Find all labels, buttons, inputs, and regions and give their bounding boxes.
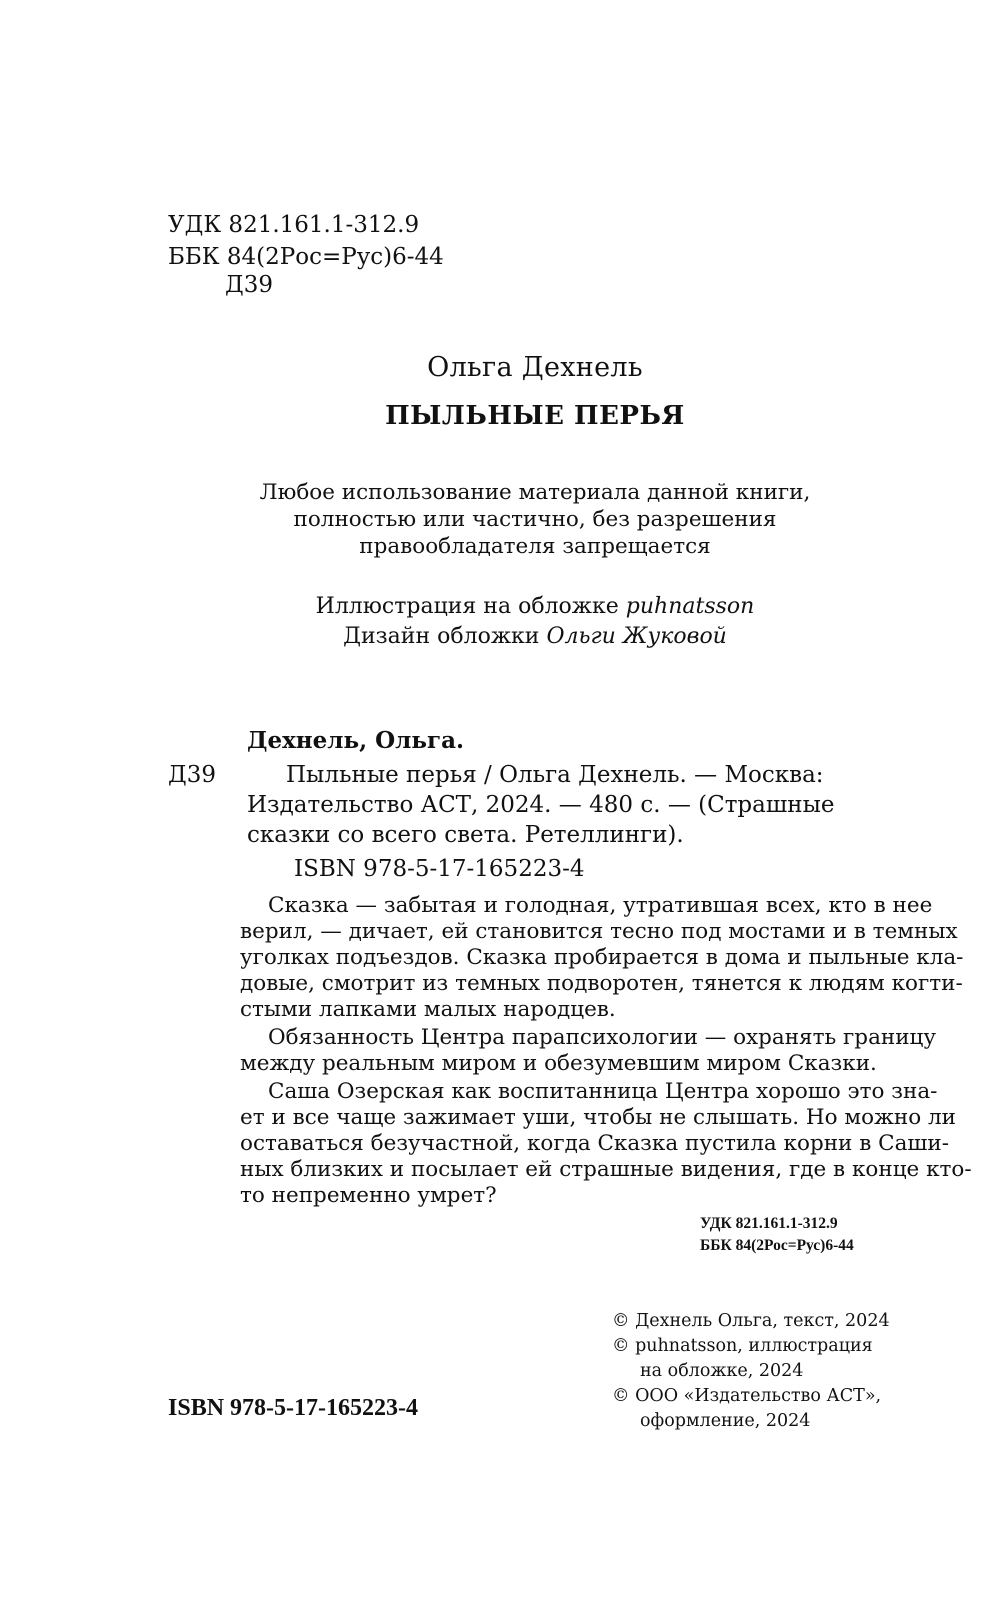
- copyright-line: © ООО «Издательство АСТ»,: [612, 1386, 882, 1406]
- annotation-line: ных близких и посылает ей страшные видения, где в конце кто-: [240, 1157, 972, 1182]
- bib-code: Д39: [168, 762, 216, 788]
- annotation-line: оставаться безучастной, когда Сказка пустила корни в Саши-: [240, 1131, 949, 1156]
- copyright-block: [612, 1309, 890, 1434]
- bbk-code: ББК 84(2Рос=Рус)6-44: [168, 244, 444, 270]
- copyright-line: © Дехнель Ольга, текст, 2024: [612, 1311, 890, 1331]
- illustration-label: Иллюстрация на обложке: [315, 594, 626, 619]
- annotation-line: то непременно умрет?: [240, 1183, 497, 1208]
- annotation-line: Обязанность Центра парапсихологии — охранять границу: [268, 1025, 937, 1050]
- copyright-line: оформление, 2024: [640, 1411, 811, 1431]
- annotation-line: Саша Озерская как воспитанница Центра хорошо это зна-: [268, 1079, 938, 1104]
- rights-line: полностью или частично, без разрешения: [293, 507, 777, 532]
- designer-name: Ольги Жуковой: [546, 624, 727, 649]
- classification-small: [700, 1213, 854, 1257]
- annotation-line: довые, смотрит из темных подворотен, тянется к людям когти-: [240, 971, 963, 996]
- design-credit: [0, 622, 1000, 652]
- bib-author-heading: Дехнель, Ольга.: [247, 727, 464, 754]
- rights-notice: [0, 480, 1000, 561]
- copyright-line: © puhnatsson, иллюстрация: [612, 1336, 873, 1356]
- header-classification: [168, 212, 444, 276]
- design-label: Дизайн обложки: [343, 624, 547, 649]
- author-sign: Д39: [225, 272, 273, 298]
- annotation-line: уголках подъездов. Сказка пробирается в дома и пыльные кла-: [240, 945, 964, 970]
- annotation-line: между реальным миром и обезумевшим миром Сказки.: [240, 1051, 877, 1076]
- bib-isbn: ISBN 978-5-17-165223-4: [294, 856, 585, 882]
- illustrator-name: puhnatsson: [625, 594, 755, 619]
- credits: [0, 592, 1000, 652]
- annotation-line: верил, — дичает, ей становится тесно под мостами и в темных: [240, 919, 958, 944]
- bib-description-line: сказки со всего света. Ретеллинги).: [247, 822, 684, 848]
- bib-description-line: Пыльные перья / Ольга Дехнель. — Москва:: [286, 762, 824, 788]
- annotation-line: стыми лапками малых народцев.: [240, 997, 616, 1022]
- rights-line: правообладателя запрещается: [359, 534, 711, 559]
- copyright-line: на обложке, 2024: [640, 1361, 804, 1381]
- annotation-line: Сказка — забытая и голодная, утратившая всех, кто в нее: [268, 893, 933, 918]
- bib-description-line: Издательство АСТ, 2024. — 480 с. — (Страшные: [247, 792, 835, 818]
- udk-code: УДК 821.161.1-312.9: [168, 212, 420, 238]
- rights-line: Любое использование материала данной книги,: [259, 480, 811, 505]
- illustration-credit: [0, 592, 1000, 622]
- annotation-line: ет и все чаще зажимает уши, чтобы не слышать. Но можно ли: [240, 1105, 956, 1130]
- bbk-code-small: ББК 84(2Рос=Рус)6-44: [700, 1237, 854, 1254]
- author-name: Ольга Дехнель: [427, 352, 643, 383]
- isbn-bottom: ISBN 978-5-17-165223-4: [168, 1395, 418, 1421]
- book-title: ПЫЛЬНЫЕ ПЕРЬЯ: [385, 401, 685, 431]
- udk-code-small: УДК 821.161.1-312.9: [700, 1215, 838, 1232]
